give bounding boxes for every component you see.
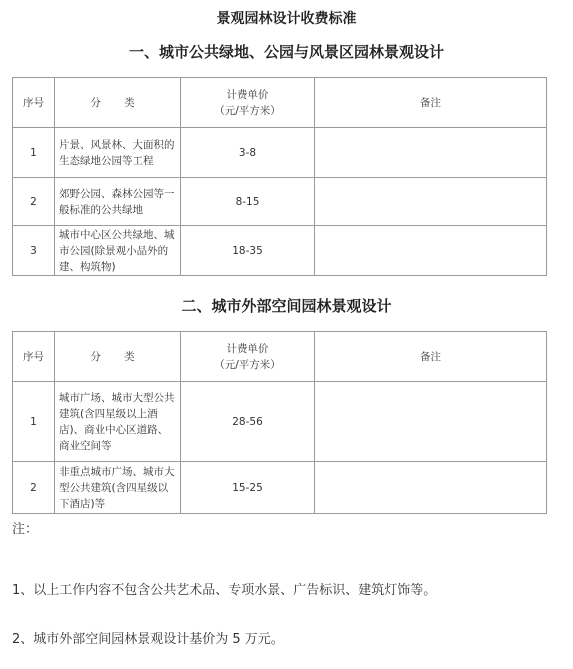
header-note: 备注	[315, 332, 547, 382]
row-num: 3	[13, 226, 55, 276]
header-num: 序号	[13, 78, 55, 128]
row-category: 郊野公园、森林公园等一般标准的公共绿地	[55, 178, 181, 226]
row-num: 1	[13, 128, 55, 178]
section-2-heading: 二、城市外部空间园林景观设计	[181, 297, 392, 315]
header-note: 备注	[315, 78, 547, 128]
table-row	[13, 226, 547, 276]
header-price	[181, 78, 315, 128]
table-header-row	[13, 78, 547, 128]
row-note	[315, 226, 547, 276]
row-num: 2	[13, 178, 55, 226]
header-price	[181, 332, 315, 382]
header-category: 分 类	[55, 78, 181, 128]
section-1-heading: 一、城市公共绿地、公园与风景区园林景观设计	[128, 43, 444, 61]
row-num: 2	[13, 462, 55, 514]
note-item-1: 1、以上工作内容不包含公共艺术品、专项水景、广告标识、建筑灯饰等。	[12, 583, 437, 598]
row-category: 片景、风景林、大面积的生态绿地公园等工程	[55, 128, 181, 178]
header-price-line1: 计费单价	[226, 342, 269, 355]
fee-table-public-green	[12, 77, 547, 276]
row-category: 非重点城市广场、城市大型公共建筑(含四星级以下酒店)等	[55, 462, 181, 514]
header-price-unit: （元/平方米）	[214, 358, 281, 371]
row-price: 3-8	[181, 128, 315, 178]
header-num: 序号	[13, 332, 55, 382]
document-title: 景观园林设计收费标准	[216, 11, 357, 27]
table-row	[13, 128, 547, 178]
notes-label: 注：	[12, 522, 39, 537]
header-price-line1: 计费单价	[226, 88, 269, 101]
row-category: 城市中心区公共绿地、城市公园(除景观小品外的建、构筑物)	[55, 226, 181, 276]
row-price: 8-15	[181, 178, 315, 226]
row-price: 28-56	[181, 382, 315, 462]
table-header-row	[13, 332, 547, 382]
table-row	[13, 382, 547, 462]
row-category: 城市广场、城市大型公共建筑(含四星级以上酒店)、商业中心区道路、商业空间等	[55, 382, 181, 462]
row-price: 15-25	[181, 462, 315, 514]
fee-table-outdoor-space	[12, 331, 547, 514]
row-note	[315, 462, 547, 514]
row-note	[315, 178, 547, 226]
row-num: 1	[13, 382, 55, 462]
table-row	[13, 178, 547, 226]
row-price: 18-35	[181, 226, 315, 276]
table-row	[13, 462, 547, 514]
row-note	[315, 128, 547, 178]
row-note	[315, 382, 547, 462]
header-category: 分 类	[55, 332, 181, 382]
header-price-unit: （元/平方米）	[214, 104, 281, 117]
note-item-2: 2、城市外部空间园林景观设计基价为 5 万元。	[12, 632, 284, 647]
